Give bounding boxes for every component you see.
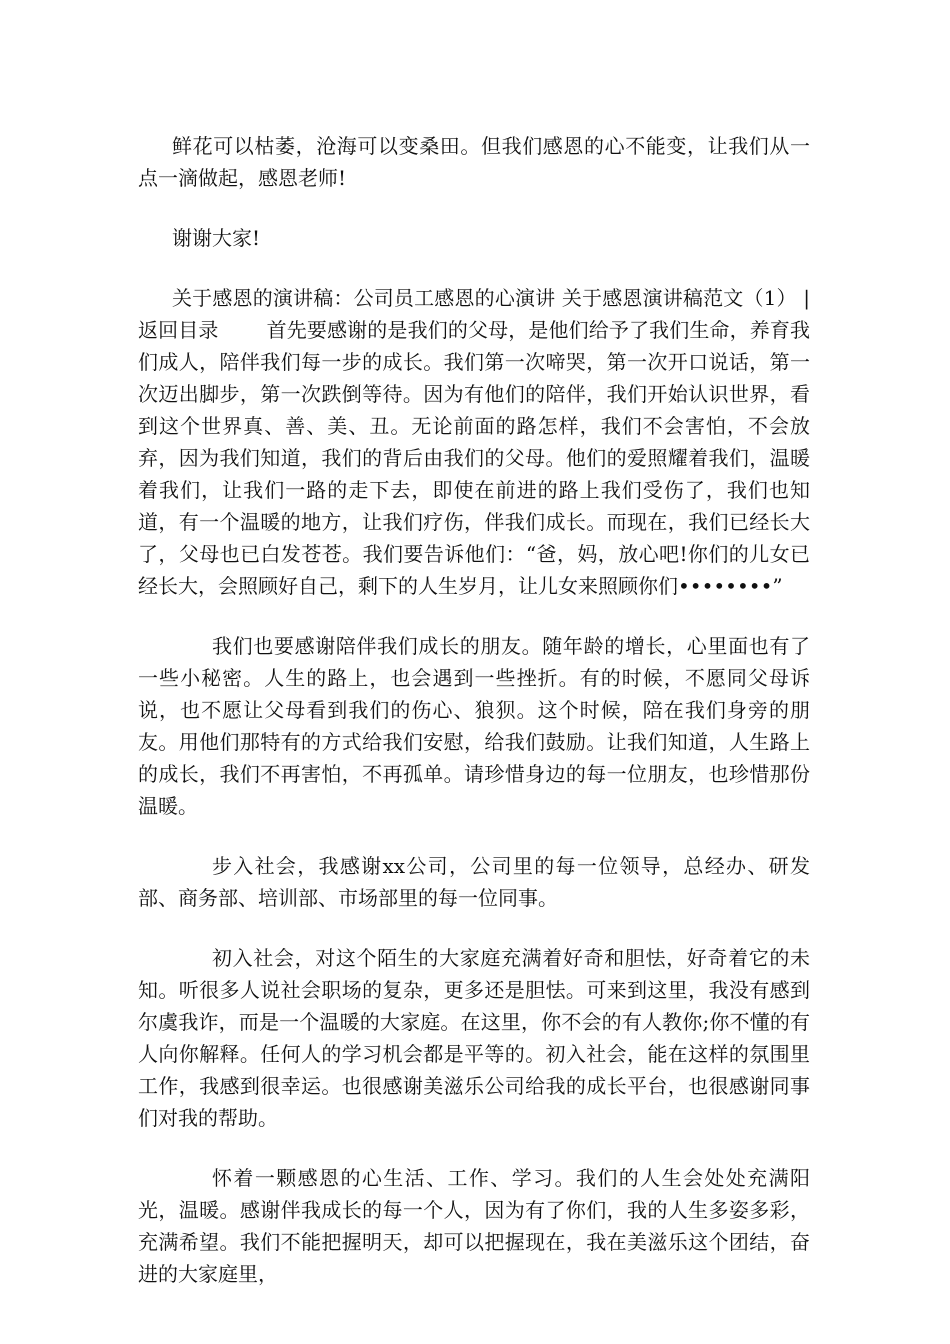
paragraph-text: 谢谢大家!	[172, 226, 261, 250]
document-body	[138, 130, 810, 1318]
paragraph-text: 鲜花可以枯萎，沧海可以变桑田。但我们感恩的心不能变，让我们从一点一滴做起，感恩老师!	[138, 134, 810, 190]
paragraph-text: 我们也要感谢陪伴我们成长的朋友。随年龄的增长，心里面也有了一些小秘密。人生的路上，也会遇到一些挫折。有的时候，不愿同父母诉说，也不愿让父母看到我们的伤心、狼狈。这个时候，陪在我们身旁的朋友。用他们那特有的方式给我们安慰，给我们鼓励。让我们知道，人生路上的成长，我们不再害怕，不再孤单。请珍惜身边的每一位朋友，也珍惜那份温暖。	[138, 634, 810, 818]
paragraph-closing-flowers	[138, 130, 810, 194]
paragraph-company	[138, 850, 810, 914]
section-heading: 关于感恩的演讲稿：公司员工感恩的心演讲 关于感恩演讲稿范文（1） |	[172, 286, 810, 310]
paragraph-speech-parents	[138, 282, 810, 602]
paragraph-grateful-heart	[138, 1162, 810, 1290]
paragraph-text: 首先要感谢的是我们的父母，是他们给予了我们生命，养育我们成人，陪伴我们每一步的成长。我们第一次啼哭，第一次开口说话，第一次迈出脚步，第一次跌倒等待。因为有他们的陪伴，我们开始认识世界，看到这个世界真、善、美、丑。无论前面的路怎样，我们不会害怕，不会放弃，因为我们知道，我们的背后由我们的父母。他们的爱照耀着我们，温暖着我们，让我们一路的走下去，即使在前进的路上我们受伤了，我们也知道，有一个温暖的地方，让我们疗伤，伴我们成长。而现在，我们已经长大了，父母也已白发苍苍。我们要告诉他们：“爸，妈，放心吧!你们的儿女已经长大，会照顾好自己，剩下的人生岁月，让儿女来照顾你们••••••••”	[138, 318, 811, 598]
paragraph-thanks-everyone	[138, 222, 810, 254]
paragraph-entering-society	[138, 942, 810, 1134]
paragraph-text: 步入社会，我感谢xx公司，公司里的每一位领导，总经办、研发部、商务部、培训部、市场部里的每一位同事。	[138, 854, 810, 910]
paragraph-text: 怀着一颗感恩的心生活、工作、学习。我们的人生会处处充满阳光，温暖。感谢伴我成长的每一个人，因为有了你们，我的人生多姿多彩，充满希望。我们不能把握明天，却可以把握现在，我在美滋乐这个团结，奋进的大家庭里，	[138, 1166, 810, 1286]
paragraph-text: 初入社会，对这个陌生的大家庭充满着好奇和胆怯，好奇着它的未知。听很多人说社会职场的复杂，更多还是胆怯。可来到这里，我没有感到尔虞我诈，而是一个温暖的大家庭。在这里，你不会的有人教你;你不懂的有人向你解释。任何人的学习机会都是平等的。初入社会，能在这样的氛围里工作，我感到很幸运。也很感谢美滋乐公司给我的成长平台，也很感谢同事们对我的帮助。	[138, 946, 810, 1130]
paragraph-friends	[138, 630, 810, 822]
back-to-toc-link[interactable]: 返回目录	[138, 318, 219, 342]
